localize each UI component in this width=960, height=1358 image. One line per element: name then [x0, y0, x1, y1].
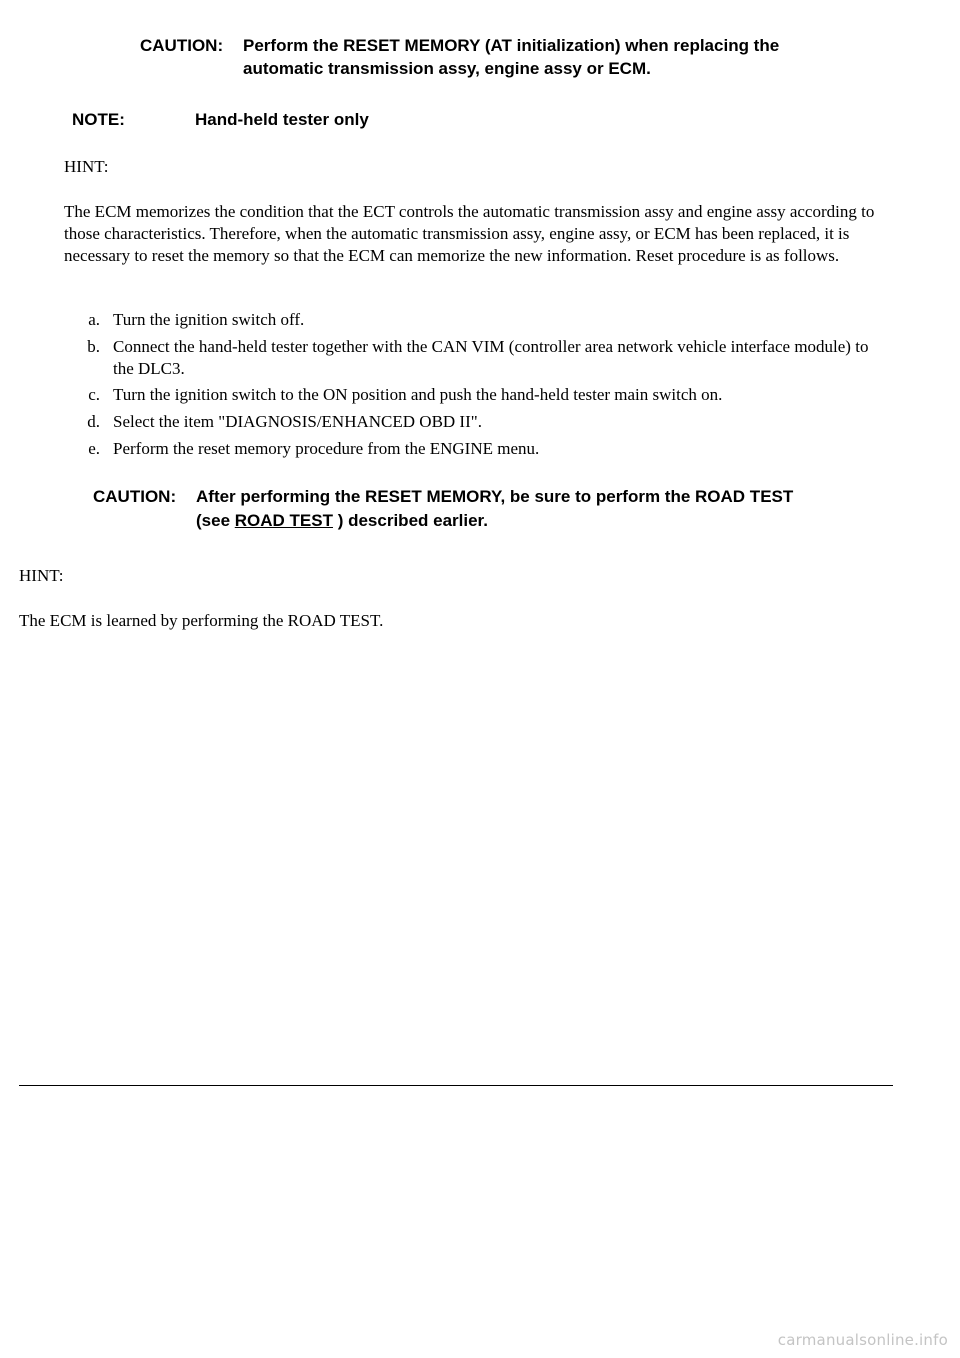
- step-text-e: Perform the reset memory procedure from the ENGINE menu.: [113, 439, 540, 458]
- hint-label: HINT:: [19, 566, 64, 585]
- step-marker-c: c.: [88, 385, 100, 404]
- hint-paragraph: The ECM memorizes the condition that the ECT controls the automatic transmission assy and engine assy according to those characteristics. Therefore, when the automatic transmission assy, engine assy, or ECM has been replaced, it is necessary to reset the memory so that the ECM can memorize the new information. Reset procedure is as follows.: [64, 202, 875, 265]
- step-text-b: Connect the hand-held tester together with the CAN VIM (controller area network vehicle interface module) to the DLC3.: [113, 337, 869, 378]
- bottom-divider: [19, 1085, 893, 1086]
- step-marker-d: d.: [87, 412, 100, 431]
- step-text-c: Turn the ignition switch to the ON position and push the hand-held tester main switch on.: [113, 385, 723, 404]
- note-label: NOTE:: [72, 110, 125, 129]
- step-marker-a: a.: [88, 310, 100, 329]
- watermark: carmanualsonline.info: [777, 1331, 948, 1349]
- step-marker-b: b.: [87, 337, 100, 356]
- step-text-d: Select the item "DIAGNOSIS/ENHANCED OBD II".: [113, 412, 482, 431]
- step-text-a: Turn the ignition switch off.: [113, 310, 305, 329]
- road-test-link[interactable]: ROAD TEST: [234, 511, 333, 530]
- step-marker-e: e.: [88, 439, 100, 458]
- caution-text-line1: After performing the RESET MEMORY, be sure to perform the ROAD TEST: [196, 487, 794, 506]
- hint-text: The ECM is learned by performing the ROAD TEST.: [19, 611, 384, 630]
- caution-text-line2: automatic transmission assy, engine assy or ECM.: [243, 59, 651, 78]
- caution-text-line2: [196, 510, 488, 532]
- caution-label: CAUTION:: [93, 487, 177, 506]
- caution-label: CAUTION:: [140, 36, 224, 55]
- caution-see-prefix: (see: [196, 511, 235, 530]
- note-text: Hand-held tester only: [195, 110, 369, 129]
- hint-label: HINT:: [64, 157, 109, 176]
- caution-described-suffix: ) described earlier.: [332, 511, 488, 530]
- caution-text-line1: Perform the RESET MEMORY (AT initialization) when replacing the: [243, 36, 780, 55]
